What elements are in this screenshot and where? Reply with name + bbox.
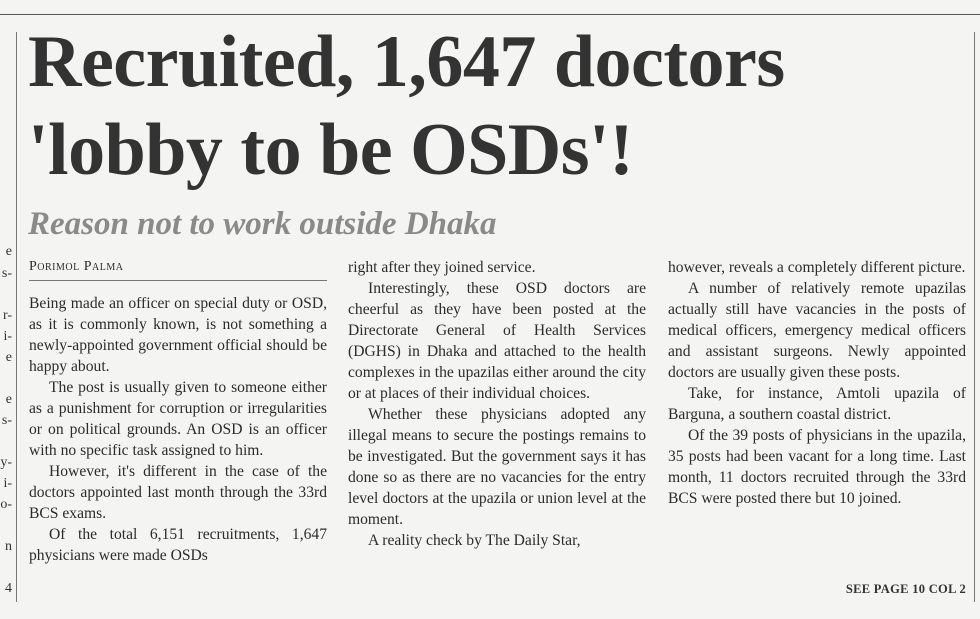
article-column-2 — [348, 257, 646, 551]
paragraph: A number of relatively remote upazilas actually still have vacancies in the posts of medical officers, emergency medical officers and assistant surgeons. Newly appointed doctors are usually given these posts. — [668, 280, 966, 381]
paragraph: Of the total 6,151 recruitments, 1,647 physicians were made OSDs — [29, 526, 327, 564]
subheadline: Reason not to work outside Dhaka — [28, 206, 497, 242]
paragraph: Of the 39 posts of physicians in the upazila, 35 posts had been vacant for a long time. Last month, 11 doctors recruited through the 33rd BCS were posted there but 10 joined. — [668, 427, 966, 507]
fragment: y- — [0, 455, 12, 470]
fragment: e — [5, 392, 12, 407]
headline-line-2: 'lobby to be OSDs'! — [28, 109, 634, 191]
fragment: i- — [3, 476, 12, 491]
fragment: s- — [1, 266, 12, 281]
paragraph: Interestingly, these OSD doctors are cheerful as they have been posted at the Directorate General of Health Services (DGHS) in Dhaka and attached to the health complexes in the upazilas either around the city or at places of their individual choices. — [348, 280, 646, 402]
paragraph: Take, for instance, Amtoli upazila of Barguna, a southern coastal district. — [668, 385, 966, 423]
fragment: n — [5, 539, 12, 554]
column-divider-right — [974, 32, 975, 602]
fragment: 4 — [5, 581, 12, 596]
paragraph: Being made an officer on special duty or OSD, as it is commonly known, is not something a newly-appointed government official should be happy about. — [29, 295, 327, 375]
fragment: e — [5, 350, 12, 365]
top-rule — [0, 14, 980, 15]
paragraph: Whether these physicians adopted any illegal means to secure the postings remains to be investigated. But the government says it has done so as there are no vacancies for the entry level doctors at the upazila or union level at the moment. — [348, 406, 646, 528]
fragment: s- — [1, 413, 12, 428]
fragment: o- — [0, 497, 12, 512]
article-column-3 — [668, 257, 966, 509]
article-column-1 — [29, 257, 327, 566]
fragment: r- — [2, 308, 12, 323]
fragment: e — [5, 244, 12, 259]
headline — [28, 18, 968, 194]
column-divider-left — [16, 32, 17, 602]
byline: Porimol Palma — [29, 257, 327, 281]
headline-line-1: Recruited, 1,647 doctors — [28, 21, 785, 103]
paragraph: however, reveals a completely different picture. — [668, 259, 966, 276]
paragraph: right after they joined service. — [348, 259, 536, 276]
previous-column-fragments — [0, 0, 14, 619]
paragraph: However, it's different in the case of the doctors appointed last month through the 33rd BCS exams. — [29, 463, 327, 522]
paragraph: The post is usually given to someone either as a punishment for corruption or irregularities or on political grounds. An OSD is an officer with no specific task assigned to him. — [29, 379, 327, 459]
paragraph: A reality check by The Daily Star, — [368, 532, 581, 549]
fragment: i- — [3, 329, 12, 344]
continued-on-page-line: SEE PAGE 10 COL 2 — [845, 582, 966, 596]
